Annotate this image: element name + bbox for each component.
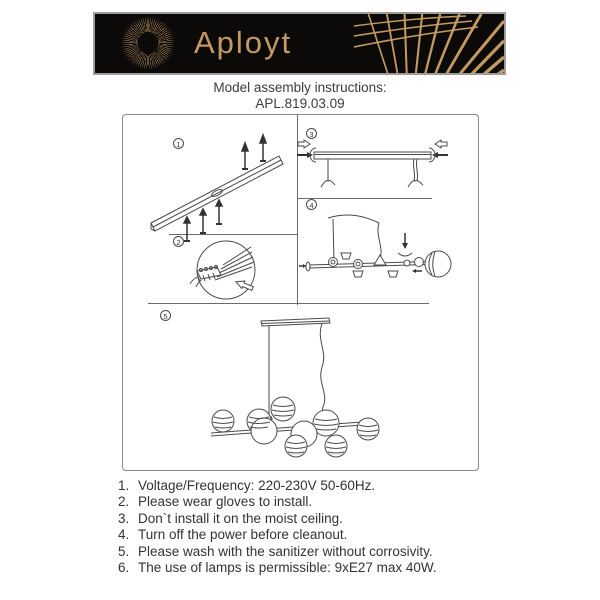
item-number: 2. [118, 494, 130, 510]
item-text: Please wash with the sanitizer without corrosivity. [138, 543, 433, 559]
step4-rod-assembly-diagram [295, 201, 463, 297]
item-number: 4. [118, 527, 130, 543]
list-item [118, 478, 437, 494]
brand-banner [93, 12, 506, 75]
step-badge-3: 3 [306, 128, 317, 139]
list-item [118, 527, 437, 543]
item-text: Don`t install it on the moist ceiling. [138, 510, 343, 526]
item-number: 5. [118, 543, 130, 559]
item-number: 3. [118, 510, 130, 526]
assembly-diagram-box [122, 114, 479, 471]
step-badge-4: 4 [306, 199, 317, 210]
step-badge-5: 5 [160, 310, 171, 321]
assembly-title: Model assembly instructions: [213, 80, 387, 95]
list-item [118, 544, 437, 560]
sunburst-icon [120, 15, 176, 71]
step5-chandelier-diagram [143, 307, 443, 469]
step2-wiring-diagram [151, 233, 301, 305]
step-badge-2: 2 [173, 236, 184, 247]
instructions-list [118, 478, 437, 576]
divider-right [297, 198, 432, 199]
item-text: Please wear gloves to install. [138, 494, 313, 510]
step-badge-1: 1 [173, 138, 184, 149]
brand-name: Aployt [194, 25, 293, 60]
list-item [118, 511, 437, 527]
item-text: The use of lamps is permissible: 9xE27 max 40W. [138, 560, 437, 576]
list-item [118, 560, 437, 576]
step3-hanger-bar-diagram [295, 135, 457, 197]
model-number: APL.819.03.09 [255, 95, 345, 111]
subtitle-block [0, 80, 600, 111]
item-number: 6. [118, 560, 130, 576]
gold-rays-icon [354, 14, 504, 73]
item-number: 1. [118, 478, 130, 493]
item-text: Turn off the power before cleanout. [138, 527, 348, 543]
step1-mounting-bar-diagram [141, 133, 291, 245]
item-text: Voltage/Frequency: 220-230V 50-60Hz. [138, 478, 376, 493]
list-item [118, 494, 437, 510]
